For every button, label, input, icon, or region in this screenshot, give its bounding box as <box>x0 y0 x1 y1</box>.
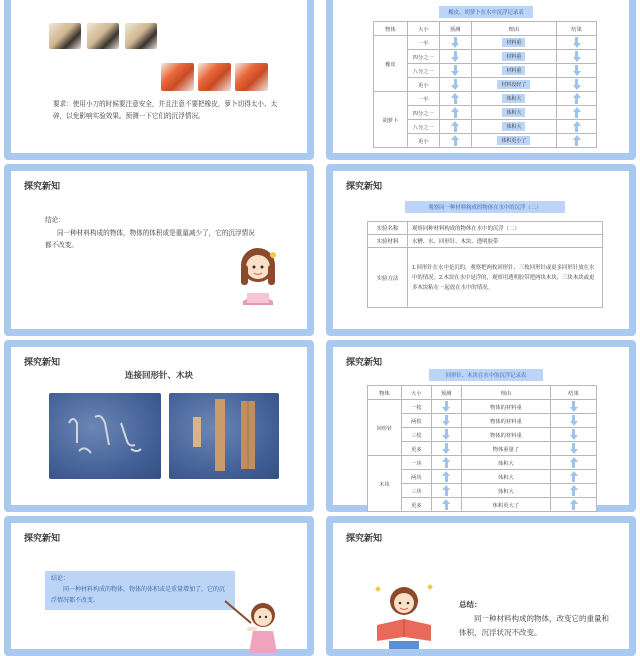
requirement-text: 要求：使用小刀的时候要注意安全，并且注意不要把橡皮，萝卜切得太小、太碎，以免影响实验效果。预测一下它们的沉浮情况。 <box>53 101 278 120</box>
col-result: 结果 <box>551 386 597 400</box>
plan-value: 1.回形针在水中是沉的，观察把两枚回形针、三枚回形针或更多回形针放在水中的情况。2.木块在水中是浮的，观察用透明胶带把两块木块、三块木块或更多木块粘在一起放在水中的情况。 <box>408 248 603 308</box>
col-reason: 理由 <box>471 22 557 36</box>
slide-8 <box>326 516 636 656</box>
plan-key: 实验名称 <box>368 222 408 235</box>
arrow-down-icon <box>573 65 581 76</box>
arrow-up-icon <box>570 485 578 496</box>
arrow-down-icon <box>570 401 578 412</box>
plan-value: 观察同种材料构成的物体在水中的沉浮（二） <box>408 222 603 235</box>
size-cell: 三块 <box>401 484 431 498</box>
size-cell: 一块 <box>401 456 431 470</box>
reason-cell: 体积大 <box>461 484 551 498</box>
arrow-down-icon <box>570 429 578 440</box>
conclusion-box <box>45 571 235 610</box>
arrow-down-icon <box>442 443 450 454</box>
knife-eraser-photo-1 <box>49 23 81 49</box>
table-caption: 回形针、木块在水中的沉浮记录表 <box>429 369 543 381</box>
experiment-plan-table <box>367 221 603 308</box>
reason-tag: 体积更小了 <box>497 136 530 145</box>
reason-tag: 体积大 <box>502 122 525 131</box>
arrow-down-icon <box>570 443 578 454</box>
record-table-paperclip-wood <box>367 385 597 512</box>
knife-eraser-photo-3 <box>125 23 157 49</box>
reason-cell: 物体的材料重 <box>461 400 551 414</box>
size-cell: 四分之一 <box>407 106 439 120</box>
table-row <box>368 414 597 428</box>
col-size: 大小 <box>401 386 431 400</box>
table-row <box>374 134 597 148</box>
table-row <box>368 428 597 442</box>
arrow-down-icon <box>451 51 459 62</box>
size-cell: 四分之一 <box>407 50 439 64</box>
arrow-up-icon <box>451 135 459 146</box>
arrow-up-icon <box>573 93 581 104</box>
col-predict: 预测 <box>431 386 461 400</box>
slide-title: 探究新知 <box>24 533 61 543</box>
arrow-down-icon <box>570 415 578 426</box>
teacher-pointer-icon <box>221 593 281 653</box>
table-row <box>374 106 597 120</box>
arrow-down-icon <box>573 51 581 62</box>
table-row <box>368 498 597 512</box>
size-cell: 八分之一 <box>407 120 439 134</box>
size-cell: 两枚 <box>401 414 431 428</box>
slide-title: 探究新知 <box>346 357 383 367</box>
carrot-photo-1 <box>161 63 194 91</box>
slide-3 <box>4 164 314 336</box>
reason-cell: 物体重量了 <box>461 442 551 456</box>
reason-tag: 材料重 <box>502 66 525 75</box>
arrow-up-icon <box>442 499 450 510</box>
arrow-up-icon <box>451 121 459 132</box>
conclusion-label: 结论： <box>51 576 70 582</box>
size-cell: 三枚 <box>401 428 431 442</box>
reason-cell: 物体的材料重 <box>461 414 551 428</box>
summary-label: 总结： <box>459 600 482 609</box>
reason-tag: 材料没轻了 <box>497 80 530 89</box>
arrow-up-icon <box>570 471 578 482</box>
carrot-photo-3 <box>235 63 268 91</box>
reason-tag: 体积大 <box>502 94 525 103</box>
slide-4 <box>326 164 636 336</box>
plan-key: 实验材料 <box>368 235 408 248</box>
slide-title: 探究新知 <box>346 533 383 543</box>
table-row <box>374 92 597 106</box>
table-caption: 橡皮、胡萝卜在水中沉浮记录表 <box>439 6 533 18</box>
plan-key: 实验方法 <box>368 248 408 308</box>
col-predict: 预测 <box>439 22 471 36</box>
slide-title: 探究新知 <box>24 181 61 191</box>
arrow-up-icon <box>442 485 450 496</box>
slide-title: 探究新知 <box>24 357 61 367</box>
wood-blocks-photo <box>169 393 279 479</box>
table-row <box>374 120 597 134</box>
arrow-up-icon <box>442 457 450 468</box>
arrow-down-icon <box>451 37 459 48</box>
arrow-up-icon <box>442 471 450 482</box>
table-row <box>374 78 597 92</box>
object-cell: 回形针 <box>368 400 402 456</box>
reason-tag: 材料重 <box>502 38 525 47</box>
arrow-down-icon <box>573 37 581 48</box>
plan-value: 水槽、水、回形针、木块、透明胶带 <box>408 235 603 248</box>
table-row <box>374 64 597 78</box>
object-cell: 橡皮 <box>374 36 408 92</box>
carrot-photo-2 <box>198 63 231 91</box>
summary-text: 同一种材料构成的物体，改变它的重量和体积，沉浮状况不改变。 <box>459 614 609 637</box>
table-row <box>368 235 603 248</box>
size-cell: 一半 <box>407 36 439 50</box>
size-cell: 两块 <box>401 470 431 484</box>
slide-5 <box>4 340 314 512</box>
table-row <box>368 456 597 470</box>
table-row <box>368 442 597 456</box>
object-cell: 木块 <box>368 456 402 512</box>
girl-with-book-icon <box>371 579 437 649</box>
col-object: 物体 <box>374 22 408 36</box>
paperclips-photo <box>49 393 161 479</box>
arrow-up-icon <box>573 135 581 146</box>
size-cell: 更小 <box>407 134 439 148</box>
arrow-down-icon <box>573 79 581 90</box>
arrow-down-icon <box>451 79 459 90</box>
col-reason: 理由 <box>461 386 551 400</box>
conclusion-label: 结论： <box>45 217 65 224</box>
arrow-up-icon <box>573 107 581 118</box>
conclusion-text: 同一种材料构成的物体，物体的体积或是重量减少了，它的沉浮情况都不改变。 <box>45 230 255 249</box>
slide-heading: 连接回形针、木块 <box>124 370 193 380</box>
arrow-down-icon <box>442 415 450 426</box>
reason-tag: 材料重 <box>502 52 525 61</box>
size-cell: 一半 <box>407 92 439 106</box>
slide-2 <box>326 0 636 160</box>
table-row <box>368 484 597 498</box>
slide-title: 探究新知 <box>346 181 383 191</box>
girl-reading-icon <box>233 243 283 307</box>
col-size: 大小 <box>407 22 439 36</box>
reason-cell: 体积大 <box>461 456 551 470</box>
conclusion-text: 同一种材料构成的物体，物体的体积或是重量增加了，它的沉浮情况都不改变。 <box>51 587 226 604</box>
size-cell: 八分之一 <box>407 64 439 78</box>
reason-tag: 体积大 <box>502 108 525 117</box>
reason-cell: 体积大 <box>461 470 551 484</box>
record-table-eraser-carrot <box>373 21 597 148</box>
object-cell: 胡萝卜 <box>374 92 408 148</box>
col-result: 结果 <box>557 22 597 36</box>
table-row <box>368 470 597 484</box>
table-row <box>374 36 597 50</box>
size-cell: 更多 <box>401 498 431 512</box>
table-row <box>368 248 603 308</box>
reason-cell: 体积更大了 <box>461 498 551 512</box>
arrow-up-icon <box>570 499 578 510</box>
table-row <box>368 222 603 235</box>
arrow-down-icon <box>442 429 450 440</box>
arrow-up-icon <box>451 107 459 118</box>
arrow-up-icon <box>573 121 581 132</box>
col-object: 物体 <box>368 386 402 400</box>
slide-6 <box>326 340 636 512</box>
arrow-down-icon <box>451 65 459 76</box>
arrow-down-icon <box>442 401 450 412</box>
arrow-up-icon <box>570 457 578 468</box>
arrow-up-icon <box>451 93 459 104</box>
size-cell: 更多 <box>401 442 431 456</box>
size-cell: 更小 <box>407 78 439 92</box>
slide-1 <box>4 0 314 160</box>
slide-7 <box>4 516 314 656</box>
size-cell: 一枚 <box>401 400 431 414</box>
table-caption: 观察同一种材料构成的物体在水中的沉浮（二） <box>405 201 565 213</box>
reason-cell: 物体的材料重 <box>461 428 551 442</box>
knife-eraser-photo-2 <box>87 23 119 49</box>
table-row <box>374 50 597 64</box>
table-row <box>368 400 597 414</box>
